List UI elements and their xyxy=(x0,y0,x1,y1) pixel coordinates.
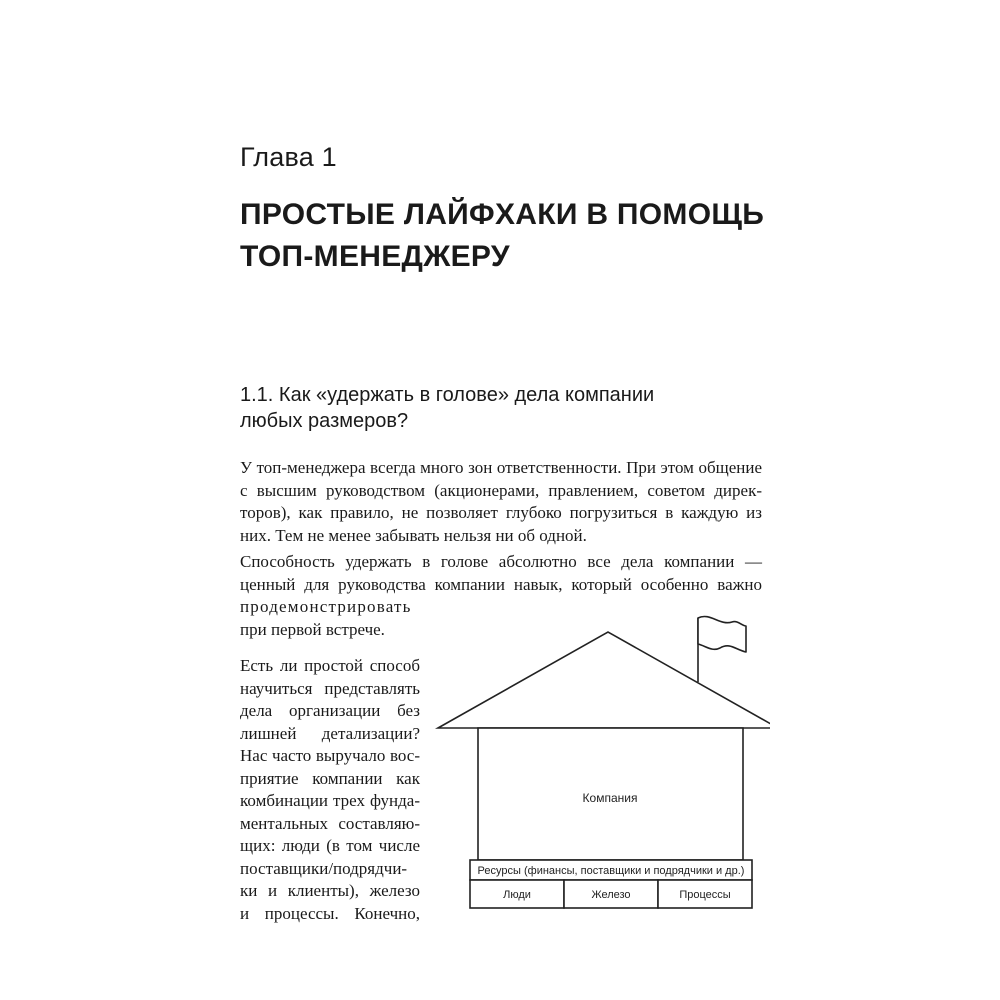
section-heading xyxy=(240,382,760,434)
paragraph-line: продемонстрировать xyxy=(240,597,412,616)
chapter-title xyxy=(240,194,765,278)
paragraph-line: ки и клиенты), железо xyxy=(240,881,420,900)
chapter-title-line: ТОП-МЕНЕДЖЕРУ xyxy=(240,240,510,273)
company-label: Компания xyxy=(582,791,638,805)
pillar-hardware-label: Железо xyxy=(591,889,631,901)
section-heading-line: любых размеров? xyxy=(240,410,409,432)
paragraph-3 xyxy=(240,655,420,925)
resources-label: Ресурсы (финансы, поставщики и подрядчики и др.) xyxy=(477,865,745,877)
paragraph-1 xyxy=(240,457,762,547)
paragraph-line: торов), как правило, не позволяет глубоко погрузиться в каждую из xyxy=(240,503,762,522)
pillar-people-label: Люди xyxy=(503,889,531,901)
paragraph-line: ментальных составляю- xyxy=(240,813,420,833)
paragraph-line: щих: люди (в том числе xyxy=(240,836,420,855)
paragraph-line: Нас часто выручало вос- xyxy=(240,746,420,765)
chapter-title-line: ПРОСТЫЕ ЛАЙФХАКИ В ПОМОЩЬ xyxy=(240,198,765,231)
paragraph-line: и процессы. Конечно, xyxy=(240,903,420,923)
paragraph-line: Есть ли простой способ xyxy=(240,656,420,675)
paragraph-line: поставщики/подрядчи- xyxy=(240,858,408,878)
paragraph-line: них. Тем не менее забывать нельзя ни об одной. xyxy=(240,525,587,545)
paragraph-line: приятие компании как xyxy=(240,768,420,788)
paragraph-line: У топ-менеджера всегда много зон ответственности. При этом общение xyxy=(240,458,762,477)
paragraph-line: ценный для руководства компании навык, который особенно важно xyxy=(240,574,762,594)
paragraph-line: при первой встрече. xyxy=(240,619,385,639)
paragraph-line: Способность удержать в голове абсолютно все дела компании — xyxy=(240,552,762,571)
pillar-processes-label: Процессы xyxy=(679,889,731,901)
paragraph-line: комбинации трех фунда- xyxy=(240,791,420,810)
paragraph-line: дела организации без xyxy=(240,701,420,720)
chapter-label: Глава 1 xyxy=(240,142,337,172)
flag-icon xyxy=(698,616,746,652)
section-heading-line: 1.1. Как «удержать в голове» дела компании xyxy=(240,384,655,406)
company-house-diagram xyxy=(430,600,770,920)
paragraph-line: с высшим руководством (акционерами, правлением, советом дирек- xyxy=(240,480,762,500)
paragraph-line: научиться представлять xyxy=(240,678,420,698)
paragraph-line: лишней детализации? xyxy=(240,723,420,743)
